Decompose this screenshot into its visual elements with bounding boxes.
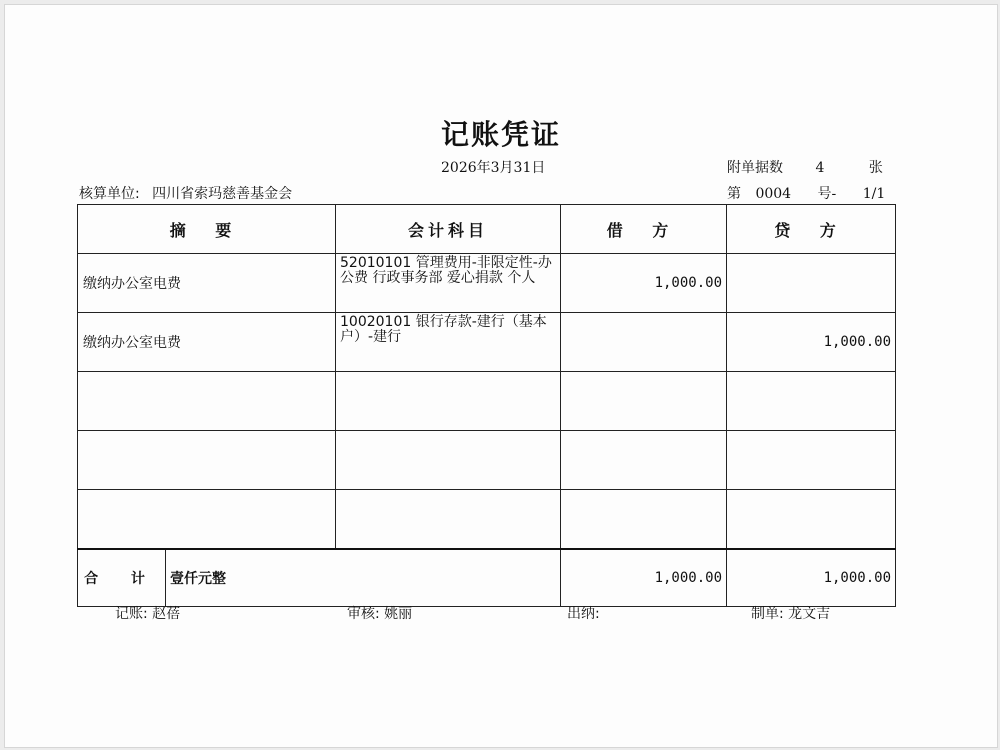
header-summary: 摘 要 [78, 205, 336, 254]
header-account: 会计科目 [336, 205, 561, 254]
row-summary [78, 372, 336, 431]
row-credit: 1,000.00 [727, 313, 896, 372]
accounting-unit-value: 四川省索玛慈善基金会 [152, 186, 293, 202]
total-label: 合 计 [78, 549, 166, 607]
row-credit [727, 372, 896, 431]
header-credit: 贷 方 [727, 205, 896, 254]
total-credit: 1,000.00 [727, 549, 896, 607]
attachment-label: 附单据数 [727, 160, 783, 176]
row-debit [561, 490, 727, 550]
row-summary [78, 431, 336, 490]
row-account [336, 431, 561, 490]
voucher-number-suffix: 号- [817, 186, 837, 202]
row-credit [727, 490, 896, 550]
voucher-page: 1/1 [862, 186, 886, 202]
row-summary: 缴纳办公室电费 [78, 254, 336, 313]
voucher-table [77, 204, 896, 607]
voucher-title: 记账凭证 [440, 118, 561, 151]
row-account: 10020101 银行存款-建行（基本户）-建行 [336, 313, 561, 372]
row-debit [561, 313, 727, 372]
voucher-number [727, 183, 885, 203]
row-debit [561, 431, 727, 490]
attachment-count [727, 157, 883, 177]
attachment-unit: 张 [868, 160, 883, 176]
table-row [78, 313, 896, 372]
accounting-unit-label: 核算单位: [79, 186, 140, 202]
reviewer-signature: 审核: 姚丽 [347, 606, 413, 622]
row-credit [727, 431, 896, 490]
row-account [336, 490, 561, 550]
table-header-row [78, 205, 896, 254]
total-in-words: 壹仟元整 [166, 549, 561, 607]
header-debit: 借 方 [561, 205, 727, 254]
row-account [336, 372, 561, 431]
row-account: 52010101 管理费用-非限定性-办公费 行政事务部 爱心捐款 个人 [336, 254, 561, 313]
row-summary: 缴纳办公室电费 [78, 313, 336, 372]
cashier-signature: 出纳: [567, 606, 600, 622]
attachment-number: 4 [815, 160, 825, 176]
total-debit: 1,000.00 [561, 549, 727, 607]
preparer-signature: 制单: 龙文吉 [751, 606, 831, 622]
voucher-date: 2026年3月31日 [441, 160, 546, 176]
table-row [78, 254, 896, 313]
voucher-number-value: 0004 [755, 186, 792, 202]
accounting-unit [79, 183, 292, 203]
bookkeeper-signature: 记账: 赵蓓 [115, 606, 181, 622]
table-row [78, 431, 896, 490]
voucher-number-prefix: 第 [727, 186, 741, 202]
total-row [78, 549, 896, 607]
row-debit [561, 372, 727, 431]
table-row [78, 372, 896, 431]
row-summary [78, 490, 336, 550]
table-row [78, 490, 896, 550]
row-credit [727, 254, 896, 313]
row-debit: 1,000.00 [561, 254, 727, 313]
voucher-page [4, 4, 998, 748]
